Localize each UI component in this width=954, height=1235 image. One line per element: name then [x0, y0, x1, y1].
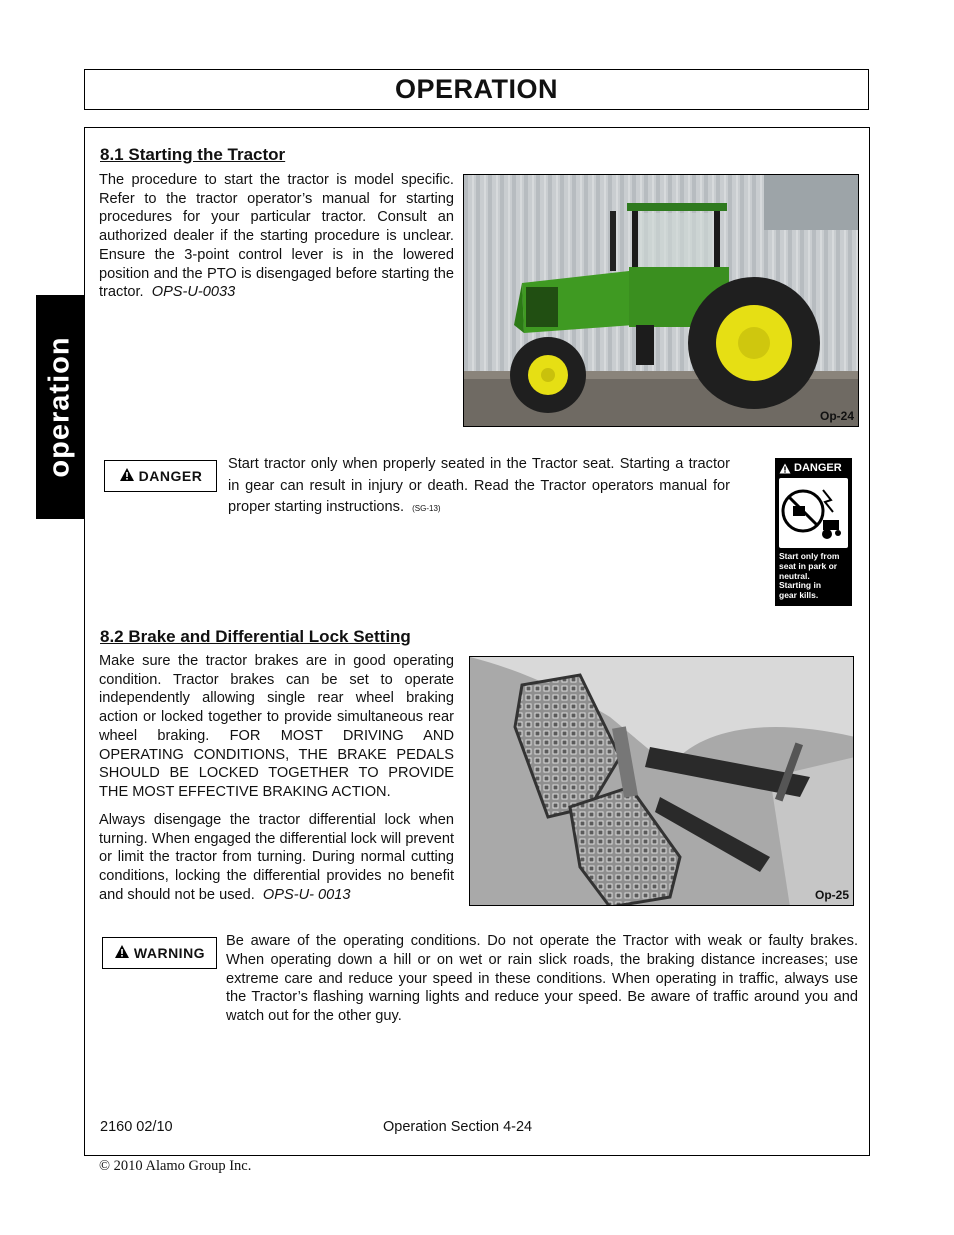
figure-label-op24: Op-24 — [819, 409, 854, 423]
danger-note-body: Start tractor only when properly seated in the Tractor seat. Starting a tractor in gear can result in injury or death. Read the Tractor operators manual for proper starting instructions. — [228, 456, 730, 515]
brake-pedals-photo — [469, 656, 854, 906]
danger-decal — [775, 458, 852, 606]
decal-line: neutral. — [779, 570, 810, 581]
footer-model: 2160 02/10 — [100, 1119, 173, 1135]
section2-paragraph1: Make sure the tractor brakes are in good operating condition. Tractor brakes can be set to operate independently allowing single rear wheel braking action or locked together to provide simultaneous rear wheel braking. FOR MOST DRIVING AND OPERATING CONDITIONS, THE BRAKE PEDALS SHOULD BE LOCKED TOGETHER TO PROVIDE THE MOST EFFECTIVE BRAKING ACTION. — [99, 653, 454, 800]
section-heading-brake-lock: 8.2 Brake and Differential Lock Setting — [100, 627, 411, 646]
decal-line: Starting in — [779, 580, 822, 591]
warning-badge — [102, 937, 217, 969]
danger-badge-label: DANGER — [138, 468, 203, 484]
footer-copyright: © 2010 Alamo Group Inc. — [99, 1158, 252, 1174]
warning-note-text: Be aware of the operating conditions. Do not operate the Tractor with weak or faulty brakes. When operating down a hill or on wet or rain slick roads, the braking distance increases; use extreme care and reduce your speed in these conditions. When operating in traffic, always use the Tractor’s flashing warning lights and reduce your speed. Be aware of traffic around you and watch out for the other guy. — [226, 933, 858, 1025]
tractor-illustration — [464, 175, 859, 427]
footer-section: Operation Section 4-24 — [383, 1119, 533, 1135]
decal-text — [779, 552, 848, 601]
decal-pictogram — [779, 478, 848, 548]
tractor-photo — [463, 174, 859, 427]
decal-line: seat in park or — [779, 560, 838, 571]
page-header — [84, 69, 869, 110]
danger-badge — [104, 460, 217, 492]
warning-triangle-icon — [119, 467, 135, 485]
brake-pedals-illustration — [470, 657, 854, 906]
section-heading-starting-tractor: 8.1 Starting the Tractor — [100, 145, 286, 164]
figure-label-op25: Op-25 — [814, 888, 849, 902]
danger-note-text — [228, 454, 730, 520]
warning-triangle-icon — [114, 944, 130, 962]
section2-paragraph2 — [99, 811, 454, 905]
section1-code: OPS-U-0033 — [151, 284, 236, 301]
danger-note-code: (SG-13) — [412, 504, 441, 513]
warning-badge-label: WARNING — [133, 945, 206, 961]
decal-line: gear kills. — [779, 590, 819, 601]
section1-paragraph — [99, 171, 454, 302]
no-start-tractor-icon — [779, 478, 848, 548]
section1-text: The procedure to start the tractor is model specific. Refer to the tractor operator’s manual for starting procedures for your particular tractor. Consult an authorized dealer if the starting procedure is unclear. Ensure the 3-point control lever is in the lowered position and the PTO is disengaged before starting the tractor. — [99, 172, 454, 301]
decal-warning-icon — [779, 463, 791, 474]
side-tab — [36, 295, 84, 519]
decal-title: DANGER — [794, 462, 842, 474]
decal-header — [779, 462, 848, 474]
section2-text: Always disengage the tractor differential lock when turning. When engaged the differential lock will prevent or limit the tractor from turning. During normal cutting conditions, locking the differential provides no benefit and should not be used. — [99, 812, 454, 903]
side-tab-label: operation — [43, 336, 76, 478]
decal-line: Start only from — [779, 551, 840, 561]
page-title: OPERATION — [394, 74, 558, 104]
section2-code: OPS-U- 0013 — [262, 886, 351, 903]
